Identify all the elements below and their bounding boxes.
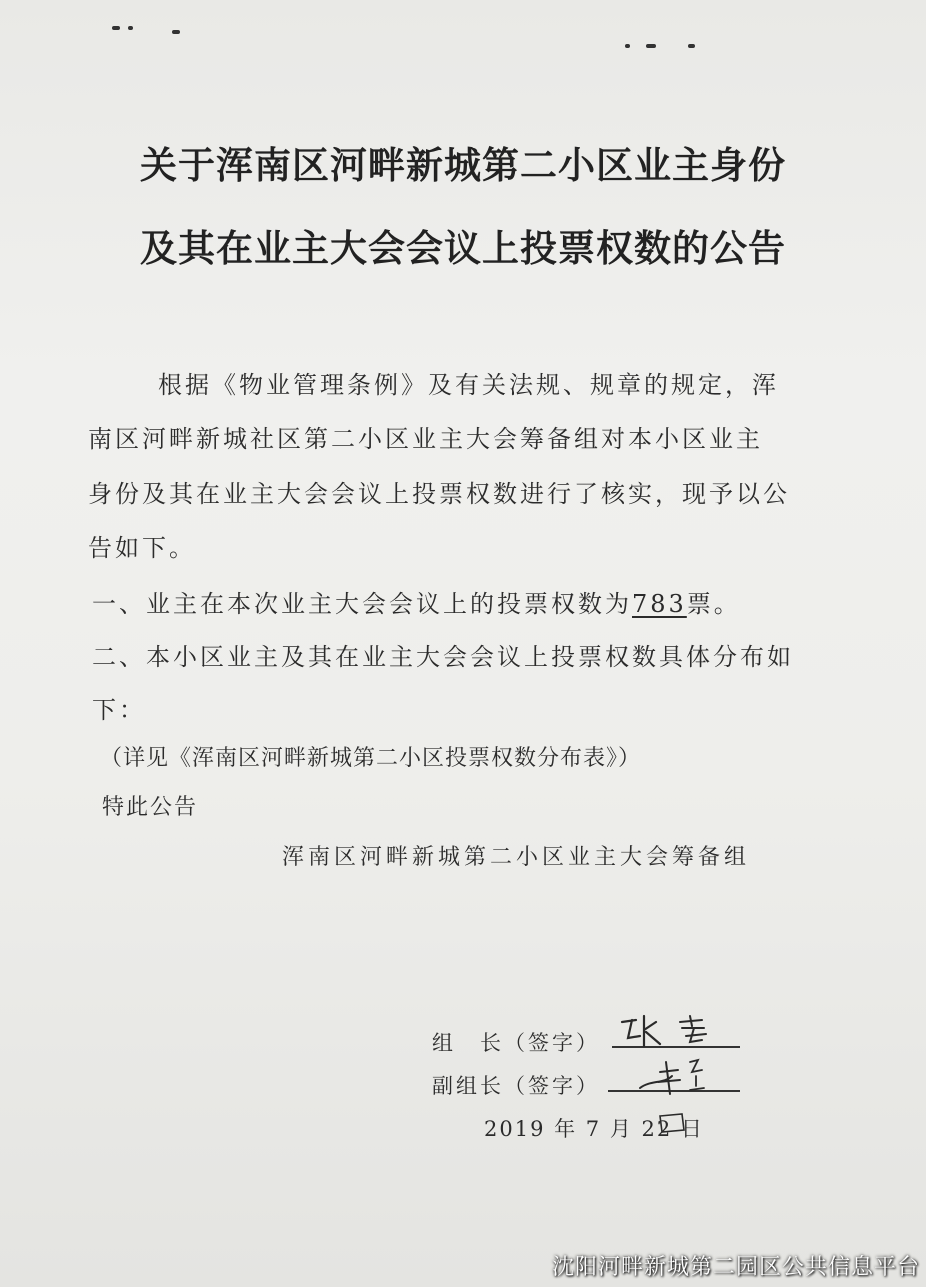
vote-count: 783 bbox=[632, 590, 687, 618]
issuer-name: 浑南区河畔新城第二小区业主大会筹备组 bbox=[282, 845, 751, 870]
paragraph-line: 告如下。 bbox=[88, 534, 196, 562]
paragraph-line: 身份及其在业主大会会议上投票权数进行了核实，现予以公 bbox=[88, 480, 790, 508]
paper-speck bbox=[688, 44, 695, 48]
deputy-signature-handwriting bbox=[620, 1050, 740, 1105]
paper-speck bbox=[646, 44, 656, 48]
item-two-line: 下： bbox=[92, 696, 146, 724]
leader-signature-label: 组 长（签字） bbox=[432, 1031, 600, 1055]
paragraph-line: 根据《物业管理条例》及有关法规、规章的规定，浑 bbox=[158, 371, 779, 399]
notice-title-line-1: 关于浑南区河畔新城第二小区业主身份 bbox=[140, 144, 786, 187]
notice-title-line-2: 及其在业主大会会议上投票权数的公告 bbox=[140, 227, 786, 270]
watermark-text: 沈阳河畔新城第二园区公共信息平台 bbox=[551, 1255, 920, 1280]
notice-date: 2019 年 7 月 22 日 bbox=[484, 1117, 704, 1141]
item-one bbox=[92, 584, 741, 619]
paragraph-line: 南区河畔新城社区第二小区业主大会筹备组对本小区业主 bbox=[88, 425, 763, 453]
date-stroke bbox=[654, 1110, 694, 1140]
closing-text: 特此公告 bbox=[102, 795, 199, 820]
item-one-suffix: 票。 bbox=[686, 590, 741, 618]
detail-reference: （详见《浑南区河畔新城第二小区投票权数分布表》） bbox=[100, 746, 642, 771]
deputy-signature-label: 副组长（签字） bbox=[432, 1074, 600, 1098]
item-one-text: 一、业主在本次业主大会会议上的投票权数为 bbox=[92, 590, 632, 618]
item-two-line: 二、本小区业主及其在业主大会会议上投票权数具体分布如 bbox=[92, 643, 794, 671]
paper-speck bbox=[128, 26, 133, 30]
paper-speck bbox=[172, 30, 180, 34]
paper-speck bbox=[625, 44, 630, 48]
paper-speck bbox=[112, 26, 120, 30]
